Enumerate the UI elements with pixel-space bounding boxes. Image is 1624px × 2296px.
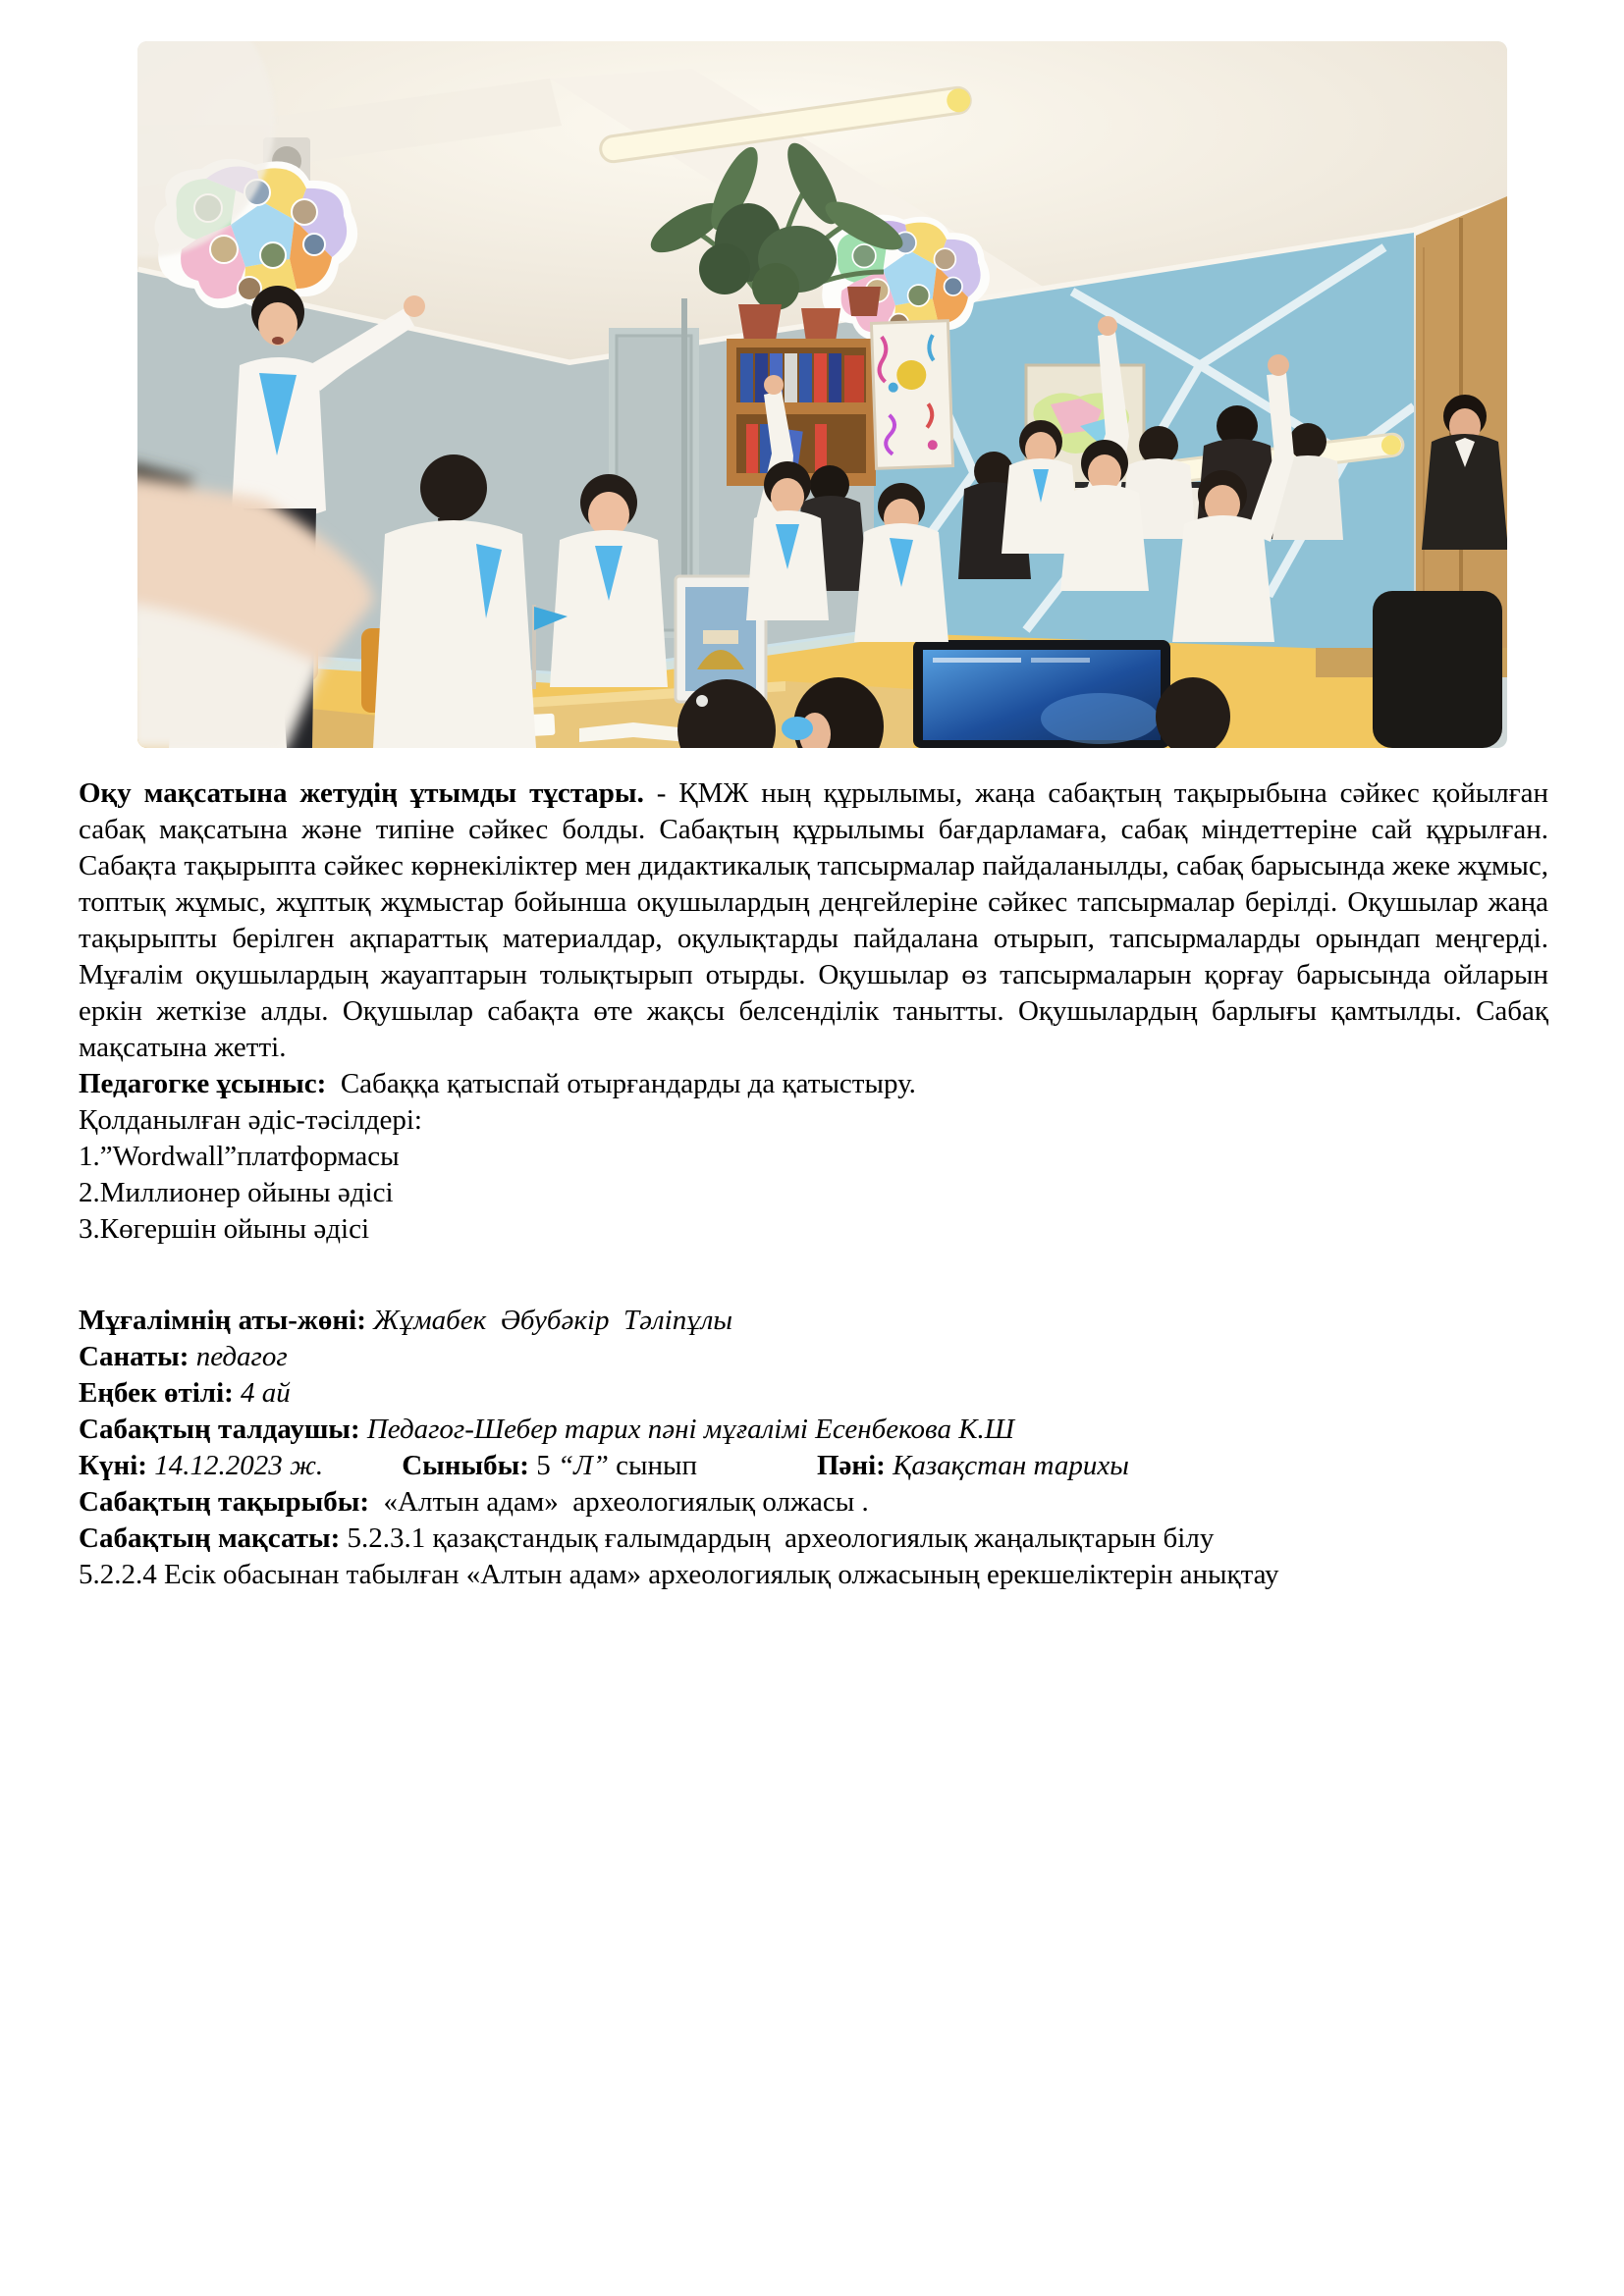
topic-line <box>79 1484 1548 1521</box>
analysis-paragraph <box>79 775 1548 1066</box>
suggestion-text: Сабаққа қатыспай отырғандарды да қатыстыру. <box>326 1068 916 1099</box>
method-item: 2.Миллионер ойыны әдісі <box>79 1177 394 1208</box>
classroom-photo-art <box>137 41 1507 748</box>
date-label: Күні: <box>79 1450 147 1481</box>
category-value: педагог <box>189 1341 288 1372</box>
goal-label: Сабақтың мақсаты: <box>79 1522 341 1554</box>
class-number: 5 <box>528 1450 558 1481</box>
lesson-analysis-text <box>79 775 1548 1593</box>
subject-label: Пәні: <box>816 1450 886 1481</box>
method-item: 3.Көгершін ойыны әдісі <box>79 1213 370 1245</box>
office-chair <box>1373 591 1502 748</box>
topic-value: «Алтын адам» археологиялық олжасы . <box>369 1486 869 1518</box>
suggestion-label: Педагогке ұсыныс: <box>79 1068 327 1099</box>
category-label: Санаты: <box>79 1341 189 1372</box>
goal-continuation: 5.2.2.4 Есік обасынан табылған «Алтын адам» археологиялық олжасының ерекшеліктерін анықтау <box>79 1559 1279 1590</box>
topic-label: Сабақтың тақырыбы: <box>79 1486 370 1518</box>
classroom-photo <box>137 41 1507 748</box>
blank-space <box>79 1248 1548 1303</box>
date-segment <box>79 1450 323 1481</box>
teacher-name-value: Жұмабек Әбубәкір Тәліпұлы <box>365 1305 732 1336</box>
subject-value: Қазақстан тарихы <box>885 1450 1129 1481</box>
analysis-body: - ҚМЖ ның құрылымы, жаңа сабақтың тақырыбына сәйкес қойылған сабақ мақсатына және типіне сәйкес болды. Сабақтың құрылымы бағдарламаға, сабақ міндеттеріне сай құрылған. Сабақта тақырыпта сәйкес көрнекіліктер мен дидактикалық тапсырмалар пайдаланылды, сабақ барысында жеке жұмыс, топтық жұмыс, жұптық жұмыстар бойынша оқушылардың деңгейлеріне сәйкес тапсырмалар берілді. Оқушылар жаңа тақырыпты берілген ақпараттық материалдар, оқулықтарды пайдалана отырып, тапсырмаларды орындап меңгерді. Мұғалім оқушылардың жауаптарын толықтырып отырды. Оқушылар өз тапсырмаларын қорғау барысында ойларын еркін жеткізе алды. Оқушылар сабақта өте жақсы белсенділік танытты. Оқушылардың барлығы қамтылды. Сабақ мақсатына жетті. <box>79 777 1549 1063</box>
experience-label: Еңбек өтілі: <box>79 1377 234 1409</box>
analysis-lead: Оқу мақсатына жетудің ұтымды тұстары. <box>79 777 644 809</box>
class-label: Сыныбы: <box>402 1450 529 1481</box>
bookshelf <box>727 339 876 486</box>
category-line <box>79 1339 1548 1375</box>
analyst-label: Сабақтың талдаушы: <box>79 1414 360 1445</box>
date-class-subject-line <box>79 1448 1548 1484</box>
date-value: 14.12.2023 ж. <box>146 1450 324 1481</box>
experience-value: 4 ай <box>233 1377 291 1409</box>
method-item: 1.”Wordwall”платформасы <box>79 1141 400 1172</box>
teacher-name-label: Мұғалімнің аты-жөні: <box>79 1305 366 1336</box>
methods-heading: Қолданылған әдіс-тәсілдері: <box>79 1104 422 1136</box>
class-segment <box>402 1450 697 1481</box>
subject-segment <box>817 1450 1129 1481</box>
monitor <box>913 640 1170 748</box>
teacher-name-line <box>79 1303 1548 1339</box>
goal-value: 5.2.3.1 қазақстандық ғалымдардың археологиялық жаңалықтарын білу <box>340 1522 1215 1554</box>
class-letter: “Л” <box>557 1450 609 1481</box>
analyst-value: Педагог-Шебер тарих пәні мұғалімі Есенбекова К.Ш <box>359 1414 1014 1445</box>
experience-line <box>79 1375 1548 1412</box>
class-word: сынып <box>608 1450 697 1481</box>
analyst-line <box>79 1412 1548 1448</box>
goal-line <box>79 1521 1548 1557</box>
suggestion-line <box>79 1066 1548 1102</box>
poster <box>871 321 952 469</box>
